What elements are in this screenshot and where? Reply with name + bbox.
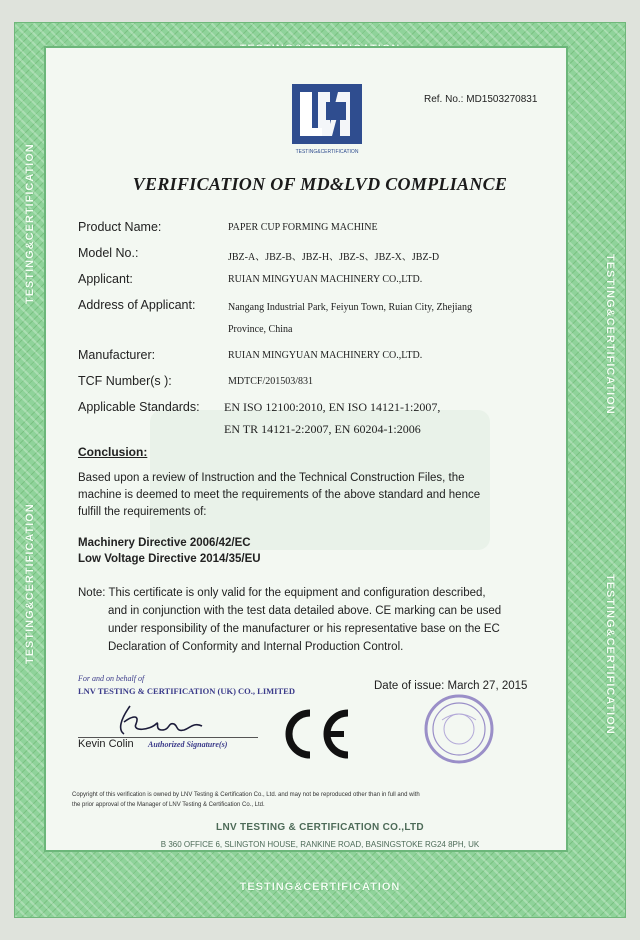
- field-value: RUIAN MINGYUAN MACHINERY CO.,LTD.: [228, 350, 423, 361]
- conclusion-line: machine is deemed to meet the requirements of the above standard and hence: [78, 489, 481, 501]
- company-seal: [420, 690, 498, 768]
- date-of-issue: Date of issue: March 27, 2015: [374, 680, 528, 692]
- field-value: EN ISO 12100:2010, EN ISO 14121-1:2007,: [224, 400, 441, 414]
- reference-number: Ref. No.: MD1503270831: [424, 94, 538, 105]
- certificate-title: VERIFICATION OF MD&LVD COMPLIANCE: [132, 174, 508, 194]
- copyright-line: the prior approval of the Manager of LNV Testing & Certification Co., Ltd.: [72, 802, 265, 808]
- conclusion-text: [78, 470, 548, 521]
- conclusion-heading: Conclusion:: [78, 445, 148, 459]
- field-label: Applicable Standards:: [78, 400, 200, 414]
- on-behalf-label: For and on behalf of: [78, 674, 145, 683]
- field-value-continued: EN TR 14121-2:2007, EN 60204-1:2006: [224, 422, 421, 436]
- border-band-left: TESTING&CERTIFICATION: [24, 143, 36, 304]
- note-line: Note: This certificate is only valid for the equipment and configuration described,: [78, 587, 486, 599]
- field-value: Nangang Industrial Park, Feiyun Town, Ruian City, Zhejiang: [228, 302, 472, 313]
- border-band-bottom: TESTING&CERTIFICATION: [239, 881, 401, 893]
- field-label: Model No.:: [78, 246, 139, 260]
- border-band-right: TESTING&CERTIFICATION: [604, 254, 616, 415]
- logo-caption: TESTING&CERTIFICATION: [295, 149, 359, 155]
- field-value: PAPER CUP FORMING MACHINE: [228, 222, 378, 233]
- conclusion-line: Based upon a review of Instruction and the Technical Construction Files, the: [78, 472, 465, 484]
- field-label: Product Name:: [78, 220, 162, 234]
- note-line: under responsibility of the manufacturer or his representative base on the EC: [108, 623, 500, 635]
- handwritten-signature: [110, 700, 220, 740]
- note-line: Declaration of Conformity and Internal Production Control.: [108, 641, 404, 653]
- directives: [78, 535, 261, 567]
- lnv-logo: [292, 84, 362, 156]
- copyright-notice: [72, 790, 552, 810]
- directive-low-voltage: Low Voltage Directive 2014/35/EU: [78, 553, 261, 565]
- field-label: Applicant:: [78, 272, 133, 286]
- conclusion-line: fulfill the requirements of:: [78, 506, 207, 518]
- field-value: MDTCF/201503/831: [228, 376, 314, 387]
- field-value-continued: Province, China: [228, 324, 293, 335]
- border-band-left-lower: TESTING&CERTIFICATION: [24, 503, 36, 664]
- border-band-right-lower: TESTING&CERTIFICATION: [604, 574, 616, 735]
- field-label: Manufacturer:: [78, 348, 156, 362]
- footer-address: B 360 OFFICE 6, SLINGTON HOUSE, RANKINE ROAD, BASINGSTOKE RG24 8PH, UK: [160, 840, 480, 849]
- signer-name: Kevin Colin: [78, 738, 134, 750]
- ce-mark: [280, 705, 352, 763]
- field-label: Address of Applicant:: [78, 298, 196, 312]
- directive-machinery: Machinery Directive 2006/42/EC: [78, 537, 251, 549]
- note: [78, 584, 558, 656]
- field-label: TCF Number(s ):: [78, 374, 172, 388]
- note-line: and in conjunction with the test data detailed above. CE marking can be used: [108, 605, 502, 617]
- footer-company: LNV TESTING & CERTIFICATION CO.,LTD: [216, 822, 424, 833]
- authorized-signature-label: Authorized Signature(s): [148, 740, 228, 749]
- field-value: JBZ-A、JBZ-B、JBZ-H、JBZ-S、JBZ-X、JBZ-D: [228, 252, 440, 263]
- field-value: RUIAN MINGYUAN MACHINERY CO.,LTD.: [228, 274, 423, 285]
- copyright-line: Copyright of this verification is owned by LNV Testing & Certification Co., Ltd. and may not be reproduced other than in full and with: [72, 792, 420, 798]
- signing-company: LNV TESTING & CERTIFICATION (UK) CO., LIMITED: [78, 686, 295, 696]
